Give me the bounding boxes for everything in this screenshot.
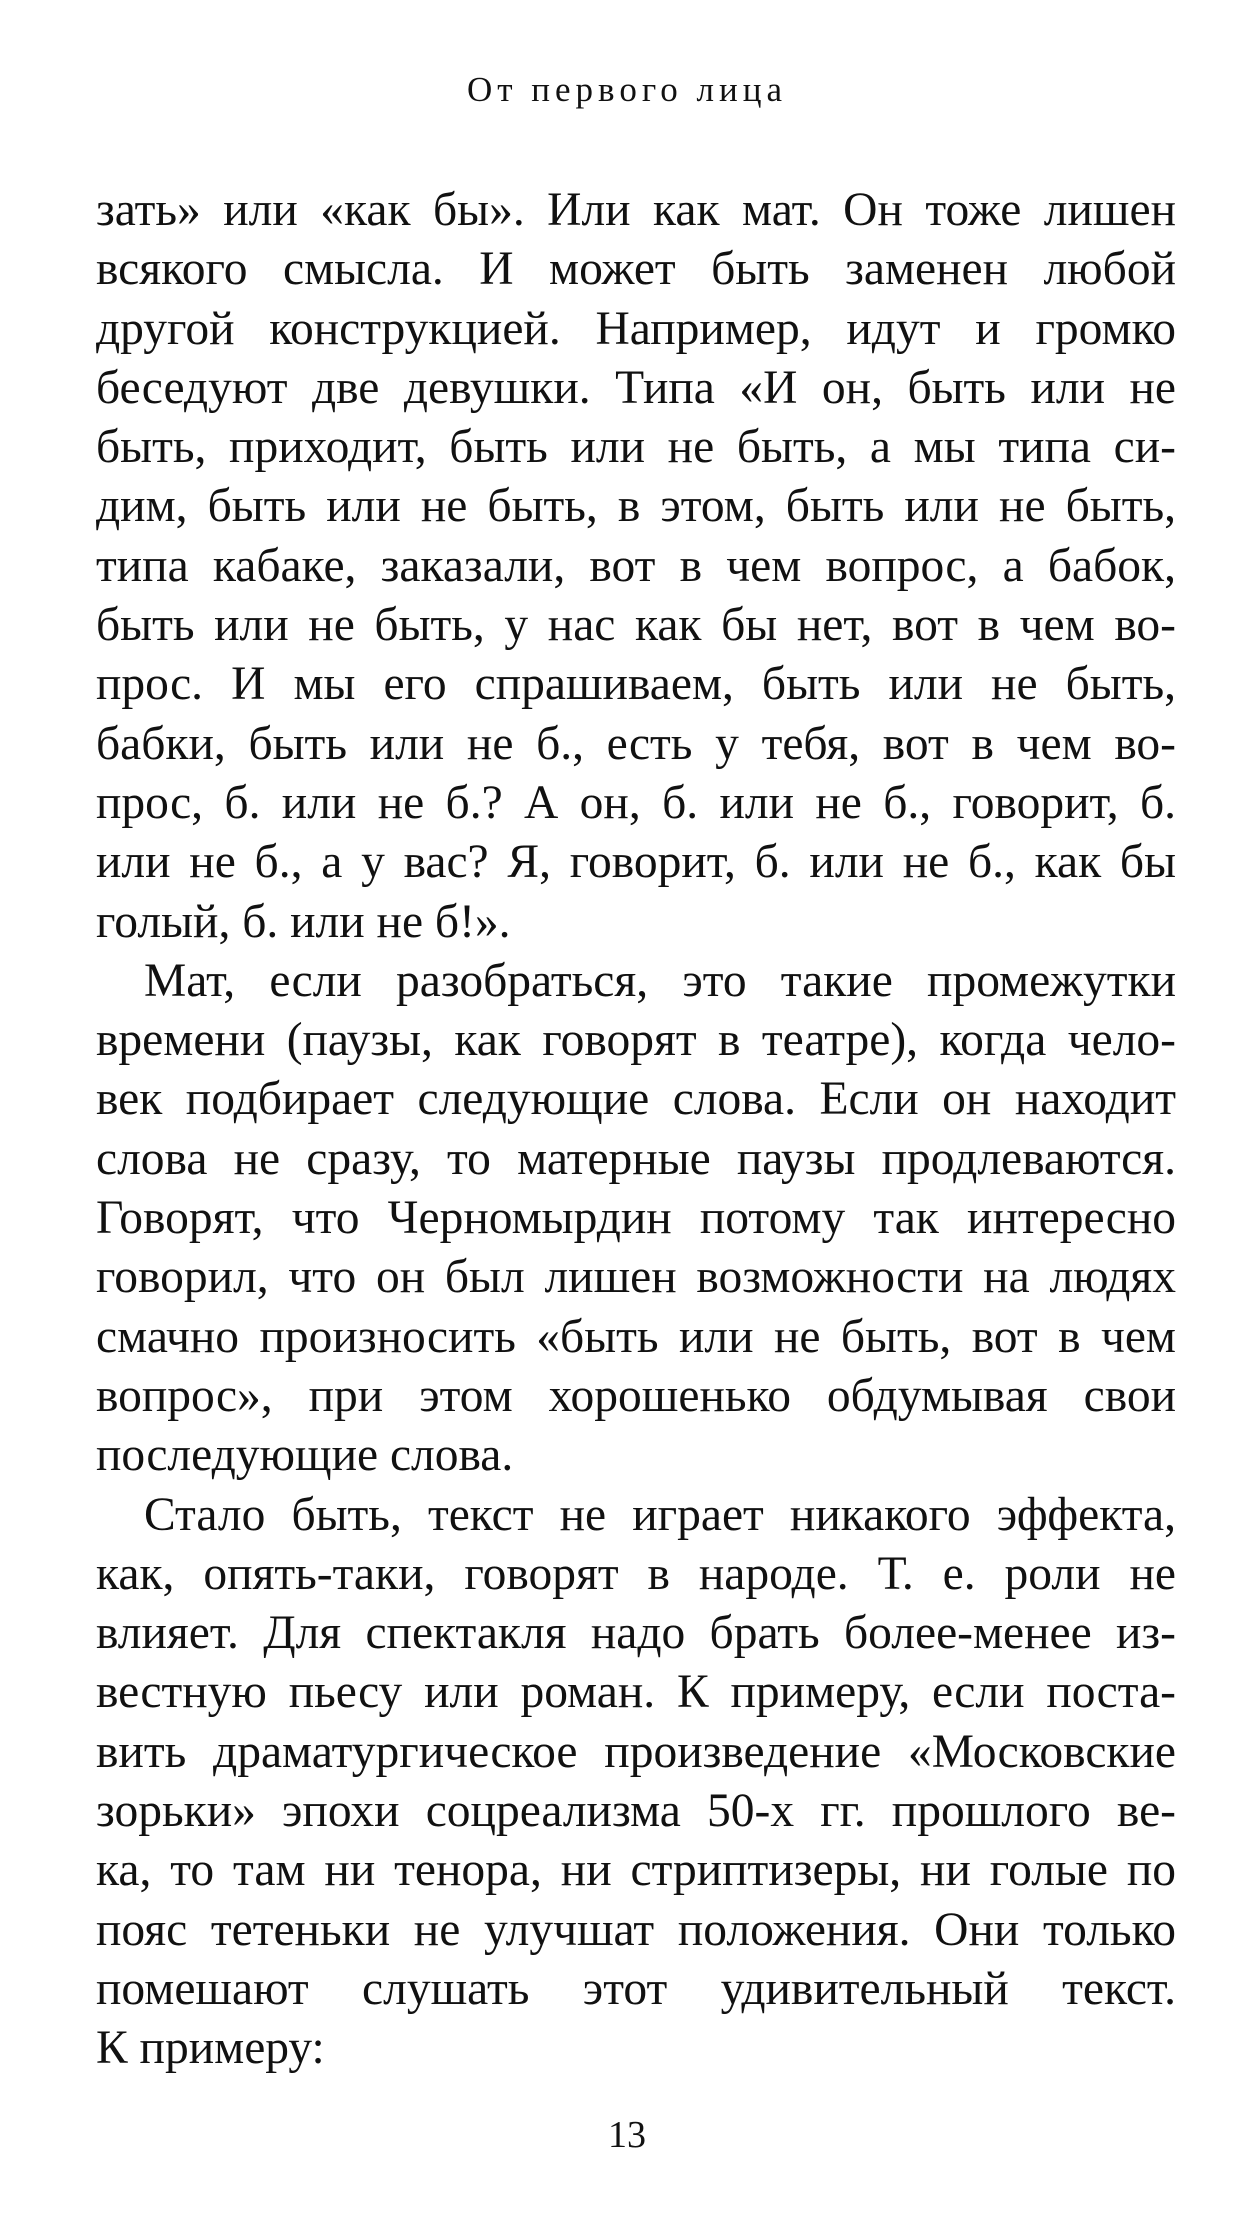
text-line: или не б., а у вас? Я, говорит, б. или не б., как бы — [96, 836, 1176, 889]
paragraph-2 — [96, 952, 1176, 1486]
text-line: как, опять-таки, говорят в народе. Т. е. роли не — [96, 1547, 1176, 1600]
text-line: прос. И мы его спрашиваем, быть или не быть, — [96, 658, 1176, 711]
text-line: влияет. Для спектакля надо брать более-менее из- — [96, 1607, 1176, 1660]
text-line: вестную пьесу или роман. К примеру, если поста- — [96, 1666, 1176, 1719]
text-line: вить драматургическое произведение «Московские — [96, 1725, 1176, 1778]
text-line: зать» или «как бы». Или как мат. Он тоже лишен — [96, 184, 1176, 236]
paragraph-1 — [96, 181, 1176, 952]
text-line: слова не сразу, то матерные паузы продлеваются. — [96, 1132, 1176, 1185]
text-line: прос, б. или не б.? А он, б. или не б., говорит, б. — [96, 776, 1176, 829]
text-line: смачно произносить «быть или не быть, вот в чем — [96, 1310, 1176, 1363]
text-line: всякого смысла. И может быть заменен любой — [96, 243, 1176, 296]
text-line: Мат, если разобраться, это такие промежутки — [144, 954, 1176, 1007]
paragraph-3 — [96, 1486, 1176, 2079]
text-line: помешают слушать этот удивительный текст. — [96, 1962, 1176, 2015]
text-line: вопрос», при этом хорошенько обдумывая свои — [96, 1369, 1176, 1422]
text-line: Говорят, что Черномырдин потому так интересно — [96, 1192, 1176, 1245]
text-line: ка, то там ни тенора, ни стриптизеры, ни голые по — [96, 1844, 1176, 1897]
text-line: Стало быть, текст не играет никакого эффекта, — [144, 1488, 1176, 1541]
text-line: зорьки» эпохи соцреализма 50-х гг. прошлого ве- — [96, 1785, 1176, 1838]
text-line: пояс тетеньки не улучшат положения. Они только — [96, 1903, 1176, 1956]
text-line: голый, б. или не б!». — [96, 895, 511, 948]
text-line: типа кабаке, заказали, вот в чем вопрос, а бабок, — [96, 539, 1176, 592]
text-line: быть, приходит, быть или не быть, а мы типа си- — [96, 421, 1176, 474]
text-line: беседуют две девушки. Типа «И он, быть или не — [96, 361, 1176, 414]
text-line: дим, быть или не быть, в этом, быть или не быть, — [96, 480, 1176, 533]
running-title: От первого лица — [466, 70, 788, 109]
text-line: век подбирает следующие слова. Если он находит — [96, 1073, 1176, 1126]
text-line: другой конструкцией. Например, идут и громко — [96, 302, 1176, 355]
page-number: 13 — [608, 2114, 646, 2156]
text-line: бабки, быть или не б., есть у тебя, вот в чем во- — [96, 717, 1176, 770]
text-line: говорил, что он был лишен возможности на людях — [96, 1251, 1176, 1304]
text-line: К примеру: — [96, 2022, 325, 2075]
body-text — [96, 181, 1176, 2079]
text-line: быть или не быть, у нас как бы нет, вот в чем во- — [96, 599, 1176, 652]
text-line: времени (паузы, как говорят в театре), когда чело- — [96, 1014, 1176, 1067]
text-line: последующие слова. — [96, 1429, 514, 1482]
